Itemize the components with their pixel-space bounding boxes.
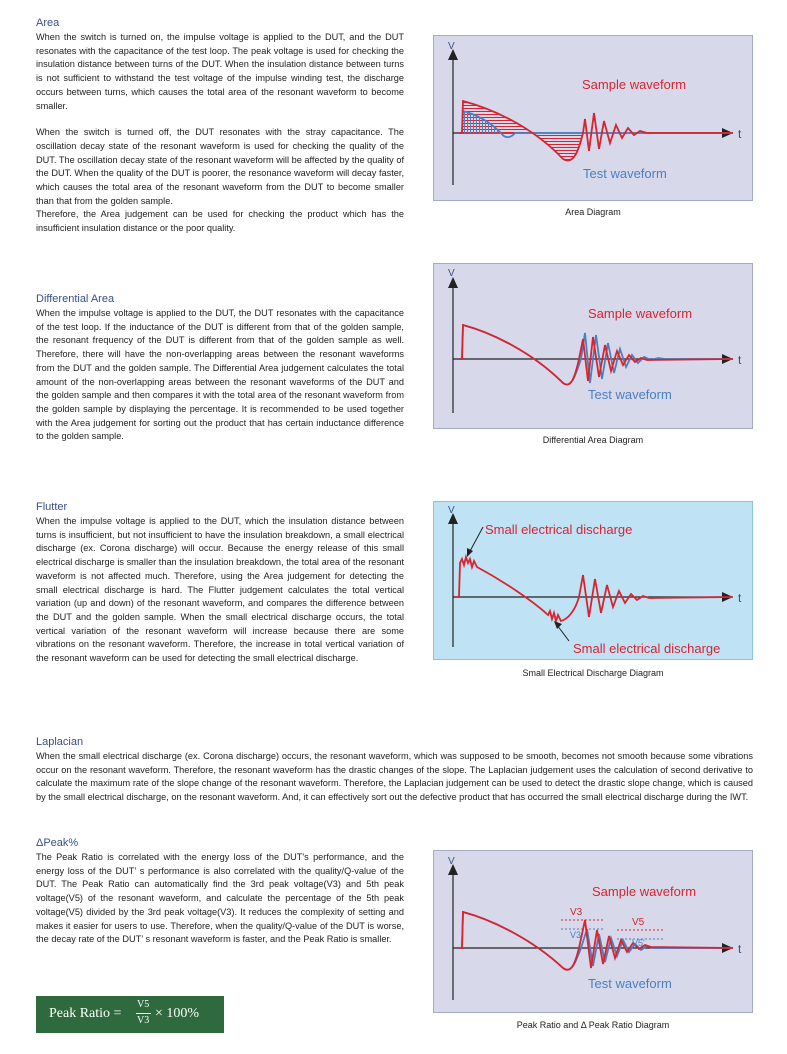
differential-test-label: Test waveform [588,387,672,402]
area-diagram [433,35,753,201]
peak-test-label: Test waveform [588,976,672,991]
formula-denominator: V3 [137,1015,150,1026]
area-heading: Area [36,17,60,29]
laplacian-text: When the small electrical discharge (ex. Corona discharge) occurs, the resonant waveform, which was supposed to be smooth, becomes not smooth because some vibrations occur on the resonant waveform. Therefore, the resonant waveform has the drastic changes of the slope. The Laplacian judgement uses the calculation of second derivative to calculate the maximum rate of the slope change of the resonant waveform. Therefore, the Laplacian judgement can be used to detect the drastic slope change, which is caused by the small electrical discharge, on the resonant waveform. And, it can effectively sort out the defective product that has occurred the small electrical discharge during the IWT. [36,751,753,803]
differential-diagram-caption: Differential Area Diagram [542,435,644,445]
area-paragraph-1: When the switch is turned on, the impulse voltage is applied to the DUT, and the DUT resonates with the capacitance of the test loop. The peak voltage is used for checking the insulation distance between turns of the DUT. When the insulation distance between turns is not sufficient to withstand the test voltage of the impulse winding test, the discharge occurs between turns, which causes the total area of the resonant waveform to become smaller. [36,32,404,111]
area-text [36,31,404,236]
flutter-label-1: Small electrical discharge [485,522,633,537]
formula-fraction-bar [136,1013,151,1014]
differential-v-label: V [448,268,455,279]
differential-text: When the impulse voltage is applied to the DUT, the DUT resonates with the capacitance of the test loop. If the inductance of the DUT is different from that of the golden sample, the resonant frequency of the DUT is different from that of the golden sample as well. Therefore, there will have the non-overlapping areas between the resonant waveforms from the DUT and the golden sample. The Differential Area judgement calculates the total amount of the non-overlapping areas between the resonant waveforms of the DUT and the golden sample and then compares it with the total area of the resonant waveform from the golden sample by displaying the percentage. It is recommended to be used together with the Area judgement for sorting out the product that has certain inductance difference to the golden sample. [36,308,404,442]
differential-diagram-panel [434,264,753,429]
formula-percent: × 100% [155,1006,200,1021]
peak-v5-label: V5 [632,917,645,928]
peak-diagram-caption: Peak Ratio and Δ Peak Ratio Diagram [516,1020,670,1030]
area-t-label: t [738,127,742,141]
differential-heading: Differential Area [36,293,115,305]
flutter-diagram-caption: Small Electrical Discharge Diagram [522,668,664,678]
differential-t-label: t [738,353,742,367]
area-v-label: V [448,41,455,52]
area-sample-label: Sample waveform [582,77,687,92]
flutter-text: When the impulse voltage is applied to the DUT, which the insulation distance between turns is insufficient, but not insufficient to have the insulation breakdown, a small electrical discharge (ex. Corona discharge) will occur. Because the energy release of this small electrical discharge is smaller than the insulation breakdown, the total area of the resonant waveform is not affected much. Therefore, using the Area judgement for detecting the small electrical discharge is hard. The Flutter judgement calculates the total vertical variation (up and down) of the resonant waveform, and compares the difference between the DUT and the golden sample. When the small electrical discharge occurs, the total vertical variation of the resonant waveform will increase because there are some vibrations on the resonant waveform. Therefore, the increase in total vertical variation of the resonant waveform can be used for detecting the small electrical discharge. [36,516,404,664]
area-diagram-caption: Area Diagram [565,207,621,217]
peak-v3-label: V3 [570,907,583,918]
laplacian-heading: Laplacian [36,736,84,748]
flutter-v-label: V [448,505,455,516]
area-paragraph-2: When the switch is turned off, the DUT resonates with the stray capacitance. The oscillation decay state of the resonant waveform is used for checking the quality of the DUT. The oscillation decay state of the resonant waveform will be affected by the quality of the DUT. When the quality of the DUT is poorer, the resonance waveform will decay faster, which causes the total area of the resonant waveform from the DUT to become smaller than that from the golden sample. [36,127,404,206]
peak-ratio-formula [36,996,224,1033]
flutter-heading: Flutter [36,501,68,513]
flutter-label-2: Small electrical discharge [573,641,721,656]
flutter-t-label: t [738,591,742,605]
formula-numerator: V5 [137,999,150,1010]
peak-diagram [433,850,753,1013]
peak-heading: ΔPeak% [36,837,79,849]
differential-sample-label: Sample waveform [588,306,693,321]
formula-label: Peak Ratio = [49,1006,122,1021]
area-test-label: Test waveform [583,166,667,181]
peak-v5p-label: V5' [632,938,645,948]
flutter-diagram [433,501,753,660]
peak-sample-label: Sample waveform [592,884,697,899]
peak-t-label: t [738,942,742,956]
peak-v3p-label: V3' [570,930,583,940]
area-paragraph-3: Therefore, the Area judgement can be used for checking the product which has the insufficient insulation distance or the poor quality. [36,209,404,234]
peak-text: The Peak Ratio is correlated with the energy loss of the DUT's performance, and the energy loss of the DUT’ s performance is also correlated with the quality/Q-value of the DUT. The Peak Ratio can automatically find the 3rd peak voltage(V3) and 5th peak voltage(V5) of the resonant waveform, and calculate the percentage of the 5th peak voltage(V5) divided by the 3rd peak voltage(V3). It reduces the complexity of setting and makes it easier for users to use. Therefore, when the quality/Q-value of the DUT is worse, the decay rate of the DUT’ s resonant waveform is faster, and the Peak Ratio is smaller. [36,852,404,945]
peak-v-label: V [448,856,455,867]
differential-diagram [433,263,753,429]
